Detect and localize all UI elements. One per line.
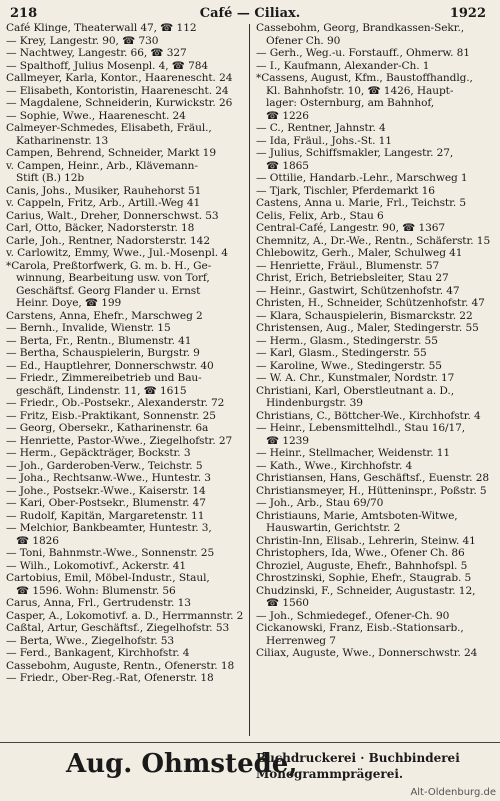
directory-entry-line: — Georg, Obersekr., Katharinenstr. 6a (6, 422, 209, 434)
directory-entry-line: — Ferd., Bankagent, Kirchhofstr. 4 (6, 647, 190, 659)
directory-entry-line: Ciliax, Auguste, Wwe., Donnerschwstr. 24 (256, 647, 478, 659)
directory-entry-line: — Nachtwey, Langestr. 66, ☎ 327 (6, 47, 187, 59)
directory-entry-line: Stift (B.) 12b (16, 172, 85, 184)
directory-entry-line: — Ottilie, Handarb.-Lehr., Marschweg 1 (256, 172, 468, 184)
directory-entry-line: Chrostzinski, Sophie, Ehefr., Staugrab. 5 (256, 572, 472, 584)
directory-entry-line: Cartobius, Emil, Möbel-Industr., Staul, (6, 572, 210, 584)
directory-entry-line: — Bertha, Schauspielerin, Burgstr. 9 (6, 347, 200, 359)
directory-entry-line: v. Carlowitz, Emmy, Wwe., Jul.-Mosenpl. 4 (6, 247, 228, 259)
directory-entry-line: — Heinr., Stellmacher, Weidenstr. 11 (256, 447, 451, 459)
directory-entry-line: ☎ 1226 (266, 109, 309, 122)
directory-entry-line: Christin-Inn, Elisab., Lehrerin, Steinw. 41 (256, 534, 476, 547)
running-head: Café — Ciliax. (199, 6, 301, 21)
left-column (6, 22, 246, 734)
directory-entry-line: Christians, C., Böttcher-We., Kirchhofstr. 4 (256, 409, 481, 422)
directory-entry-line: Chemnitz, A., Dr.-We., Rentn., Schäferstr. 15 (256, 234, 491, 247)
directory-entry-line: — Heinr., Lebensmittelhdl., Stau 16/17, (256, 422, 466, 434)
directory-entry-line: winnung, Bearbeitung usw. von Torf, (16, 272, 210, 284)
directory-entry-line: — Ida, Fräul., Johs.-St. 11 (256, 134, 392, 147)
directory-entry-line: Casper, A., Lokomotivf. a. D., Herrmannstr. 2 (6, 609, 244, 622)
directory-entry-line: — I., Kaufmann, Alexander-Ch. 1 (256, 59, 430, 72)
directory-entry-line: *Carola, Preßtorfwerk, G. m. b. H., Ge- (6, 259, 212, 272)
directory-entry-line: ☎ 1239 (266, 434, 309, 447)
directory-entry-line: Carstens, Anna, Ehefr., Marschweg 2 (6, 309, 203, 322)
directory-entry-line: Carl, Otto, Bäcker, Nadorsterstr. 18 (6, 222, 195, 234)
directory-entry-line: — Sophie, Wwe., Haarenescht. 24 (6, 109, 186, 122)
directory-entry-line: Christen, H., Schneider, Schützenhofstr. 47 (256, 297, 485, 309)
directory-entry-line: Katharinenstr. 13 (16, 134, 109, 147)
directory-entry-line: Christensen, Aug., Maler, Stedingerstr. 55 (256, 322, 479, 334)
directory-entry-line: *Cassens, August, Kfm., Baustoffhandlg., (256, 72, 473, 84)
directory-entry-line: — Karl, Glasm., Stedingerstr. 55 (256, 347, 427, 359)
directory-entry-line: — Bernh., Invalide, Wienstr. 15 (6, 322, 171, 334)
directory-entry-line: Christiauns, Marie, Amtsboten-Witwe, (256, 509, 458, 522)
directory-entry-line: Central-Café, Langestr. 90, ☎ 1367 (256, 222, 446, 234)
directory-entry-line: — Spalthoff, Julius Mosenpl. 4, ☎ 784 (6, 59, 209, 72)
directory-entry-line: — Melchior, Bankbeamter, Huntestr. 3, (6, 522, 212, 534)
directory-entry-line: Kl. Bahnhofstr. 10, ☎ 1426, Haupt- (266, 84, 454, 97)
directory-entry-line: — Fritz, Eisb.-Praktikant, Sonnenstr. 25 (6, 409, 216, 422)
directory-entry-line: — Henriette, Fräul., Blumenstr. 57 (256, 259, 440, 272)
directory-entry-line: Christ, Erich, Betriebsleiter, Stau 27 (256, 272, 449, 284)
directory-entry-line: Christiani, Karl, Oberstleutnant a. D., (256, 384, 454, 397)
directory-entry-line: Herrenweg 7 (266, 634, 336, 647)
directory-entry-line: Cassebohm, Auguste, Rentn., Ofenerstr. 18 (6, 659, 235, 672)
directory-entry-line: — Herm., Gepäckträger, Bockstr. 3 (6, 447, 191, 459)
directory-entry-line: ☎ 1865 (266, 159, 309, 172)
directory-entry-line: — Heinr., Gastwirt, Schützenhofstr. 47 (256, 284, 460, 297)
directory-entry-line: Heinr. Doye, ☎ 199 (16, 297, 122, 309)
directory-entry-line: Campen, Behrend, Schneider, Markt 19 (6, 147, 216, 159)
directory-entry-line: — Elisabeth, Kontoristin, Haarenescht. 24 (6, 84, 229, 97)
directory-entry-line: — Joh., Arb., Stau 69/70 (256, 497, 384, 509)
directory-entry-line: Café Klinge, Theaterwall 47, ☎ 112 (6, 22, 197, 34)
directory-entry-line: — Herm., Glasm., Stedingerstr. 55 (256, 334, 438, 347)
directory-entry-line: — Joh., Garderoben-Verw., Teichstr. 5 (6, 459, 203, 472)
directory-entry-line: Cassebohm, Georg, Brandkassen-Sekr., (256, 22, 465, 34)
directory-entry-line: Hindenburgstr. 39 (266, 397, 363, 409)
directory-entry-line: — Gerh., Weg.-u. Forstauff., Ohmerw. 81 (256, 47, 470, 59)
directory-entry-line: Carle, Joh., Rentner, Nadorsterstr. 142 (6, 234, 210, 247)
directory-entry-line: — Henriette, Pastor-Wwe., Ziegelhofstr. 27 (6, 434, 233, 447)
directory-entry-line: — W. A. Chr., Kunstmaler, Nordstr. 17 (256, 372, 455, 384)
directory-entry-line: Christiansmeyer, H., Hütteninspr., Poßstr. 5 (256, 484, 487, 497)
directory-entry-line: Callmeyer, Karla, Kontor., Haarenescht. 24 (6, 72, 233, 84)
directory-entry-line: — Berta, Fr., Rentn., Blumenstr. 41 (6, 334, 192, 347)
directory-entry-line: — C., Rentner, Jahnstr. 4 (256, 122, 386, 134)
right-column (256, 22, 496, 734)
directory-entry-line: lager: Osternburg, am Bahnhof, (266, 97, 435, 109)
directory-entry-line: ☎ 1596. Wohn: Blumenstr. 56 (16, 584, 176, 597)
directory-entry-line: ☎ 1560 (266, 597, 309, 609)
directory-entry-line: — Johe., Postsekr.-Wwe., Kaiserstr. 14 (6, 484, 206, 497)
directory-entry-line: — Friedr., Ob.-Postsekr., Alexanderstr. 72 (6, 397, 225, 409)
directory-entry-line: Chlebowitz, Gerh., Maler, Schulweg 41 (256, 247, 463, 259)
page-number: 218 (10, 6, 38, 21)
directory-entry-line: Carius, Walt., Dreher, Donnerschwst. 53 (6, 209, 219, 222)
directory-entry-line: — Berta, Wwe., Ziegelhofstr. 53 (6, 634, 175, 647)
printer-brand: Aug. Ohmstede, (66, 749, 298, 779)
directory-entry-line: — Toni, Bahnmstr.-Wwe., Sonnenstr. 25 (6, 547, 215, 559)
directory-entry-line: — Rudolf, Kapitän, Margaretenstr. 11 (6, 509, 205, 522)
directory-entry-line: geschäft, Lindenstr. 11, ☎ 1615 (16, 384, 187, 397)
directory-entry-line: — Karoline, Wwe., Stedingerstr. 55 (256, 359, 442, 372)
directory-entry-line: Christiansen, Hans, Geschäftsf., Euenstr. 28 (256, 472, 489, 484)
directory-entry-line: v. Campen, Heinr., Arb., Klävemann- (6, 159, 198, 172)
directory-entry-line: Canis, Johs., Musiker, Rauhehorst 51 (6, 184, 202, 197)
directory-entry-line: — Krey, Langestr. 90, ☎ 730 (6, 34, 159, 47)
printer-services-2: Monogrammprägerei. (256, 767, 404, 781)
directory-entry-line: Ofener Ch. 90 (266, 34, 341, 47)
directory-entry-line: Hauswartin, Gerichtstr. 2 (266, 522, 401, 534)
column-divider (249, 24, 250, 736)
directory-entry-line: — Klara, Schauspielerin, Bismarckstr. 22 (256, 309, 473, 322)
directory-entry-line: — Kath., Wwe., Kirchhofstr. 4 (256, 459, 413, 472)
directory-entry-line: — Friedr., Zimmereibetrieb und Bau- (6, 372, 202, 384)
directory-entry-line: Calmeyer-Schmedes, Elisabeth, Fräul., (6, 122, 212, 134)
directory-entry-line: — Tjark, Tischler, Pferdemarkt 16 (256, 184, 435, 197)
directory-entry-line: — Ed., Hauptlehrer, Donnerschwstr. 40 (6, 359, 214, 372)
page-header (0, 6, 500, 22)
directory-entry-line: Cickanowski, Franz, Eisb.-Stationsarb., (256, 622, 464, 634)
printer-services-1: Buchdruckerei · Buchbinderei (256, 751, 460, 765)
directory-entry-line: — Friedr., Ober-Reg.-Rat, Ofenerstr. 18 (6, 672, 214, 684)
watermark: Alt-Oldenburg.de (410, 787, 496, 798)
directory-entry-line: — Kari, Ober-Postsekr., Blumenstr. 47 (6, 497, 206, 509)
directory-entry-line: v. Cappeln, Fritz, Arb., Artill.-Weg 41 (6, 197, 201, 209)
directory-entry-line: Chroziel, Auguste, Ehefr., Bahnhofspl. 5 (256, 559, 468, 572)
directory-entry-line: Geschäftsf. Georg Flander u. Ernst (16, 284, 201, 297)
year: 1922 (449, 6, 486, 21)
directory-entry-line: — Julius, Schiffsmakler, Langestr. 27, (256, 147, 454, 159)
directory-entry-line: Celis, Felix, Arb., Stau 6 (256, 209, 384, 222)
directory-entry-line: — Wilh., Lokomotivf., Ackerstr. 41 (6, 559, 187, 572)
directory-entry-line: Carus, Anna, Frl., Gertrudenstr. 13 (6, 597, 191, 609)
directory-entry-line: Castens, Anna u. Marie, Frl., Teichstr. 5 (256, 197, 467, 209)
directory-entry-line: Caßtal, Artur, Geschäftsf., Ziegelhofstr. 53 (6, 622, 230, 634)
directory-entry-line: — Magdalene, Schneiderin, Kurwickstr. 26 (6, 97, 233, 109)
directory-entry-line: ☎ 1826 (16, 534, 59, 547)
directory-entry-line: — Joh., Schmiedegef., Ofener-Ch. 90 (256, 609, 450, 622)
directory-entry-line: Chudzinski, F., Schneider, Augustastr. 12, (256, 584, 476, 597)
directory-entry-line: — Joha., Rechtsanw.-Wwe., Huntestr. 3 (6, 472, 211, 484)
directory-entry-line: Christophers, Ida, Wwe., Ofener Ch. 86 (256, 547, 465, 559)
